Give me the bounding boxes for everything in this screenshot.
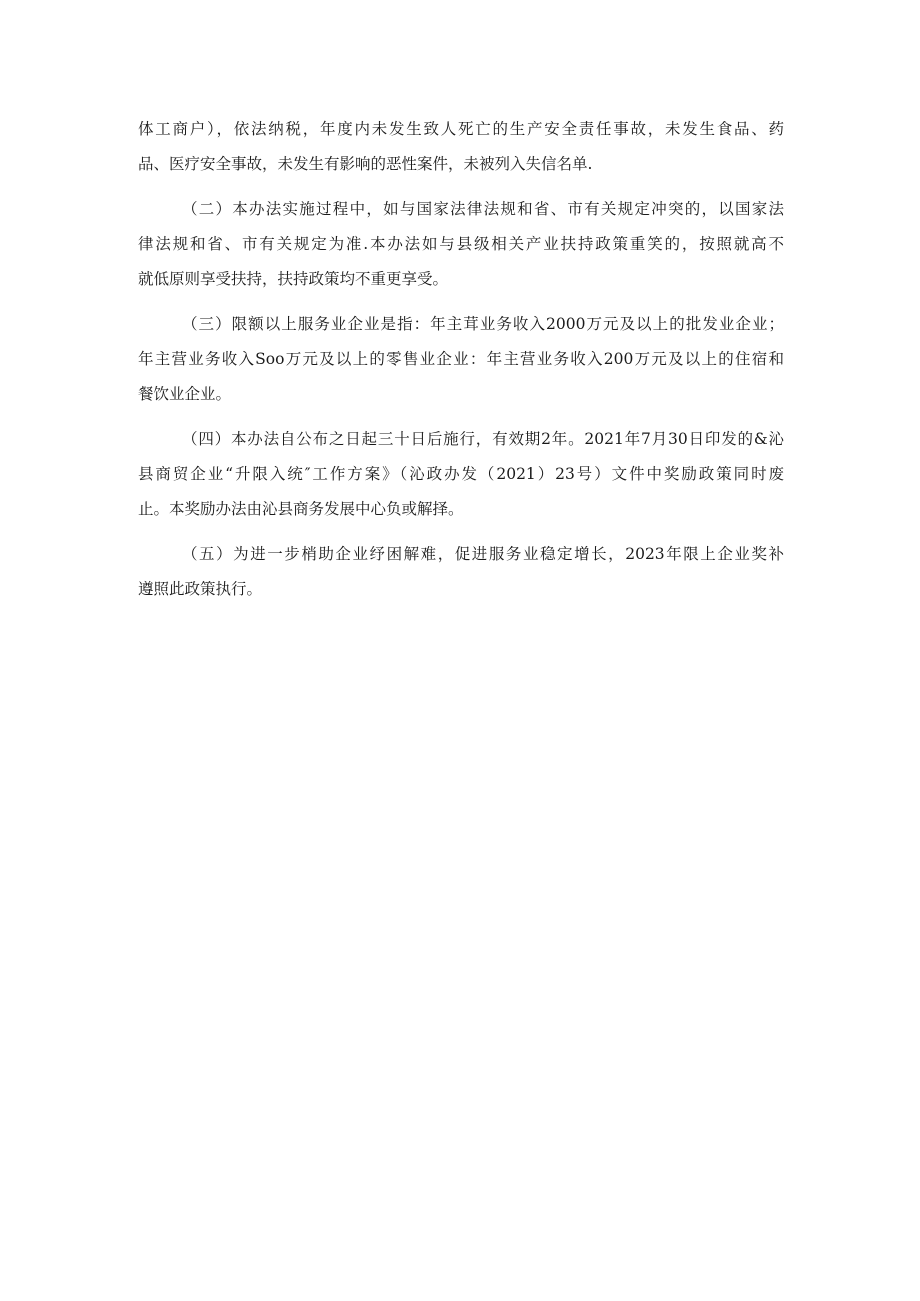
text-line: （四）本办法自公布之日起三十日后施行，有效期2年。2021年7月30日印发的&沁 (182, 430, 784, 448)
paragraph-item-2 (138, 192, 784, 297)
text-line: （五）为进一步梢助企业纾困解难，促进服务业稳定增长，2023年限上企业奖补 (182, 545, 784, 563)
paragraph-item-5 (138, 537, 784, 607)
text-line: 止。本奖励办法由沁县商务发展中心负或解择。 (138, 500, 464, 518)
paragraph-continuation (138, 112, 784, 182)
text-line: 餐饮业企业。 (138, 385, 232, 403)
text-line: （二）本办法实施过程中，如与国家法律法规和省、市有关规定冲突的，以国家法 (182, 200, 784, 218)
document-body (138, 112, 784, 617)
paragraph-item-4 (138, 422, 784, 527)
text-line: 品、医疗安全事故，未发生有影响的恶性案件，未被列入失信名单. (138, 155, 593, 173)
paragraph-item-3 (138, 307, 784, 412)
text-line: 县商贸企业“升限入统″工作方案》（沁政办发（2021）23号）文件中奖励政策同时废 (138, 465, 784, 483)
text-line: 体工商户），依法纳税，年度内未发生致人死亡的生产安全责任事故，未发生食品、药 (138, 120, 784, 138)
text-line: （三）限额以上服务业企业是指：年主茸业务收入2000万元及以上的批发业企业； (182, 315, 784, 333)
text-line: 律法规和省、市有关规定为准.本办法如与县级相关产业扶持政策重笑的，按照就高不 (138, 235, 784, 253)
text-line: 就低原则享受扶持，扶持政策均不重更享受。 (138, 270, 449, 288)
text-line: 遵照此政策执行。 (138, 580, 263, 598)
text-line: 年主营业务收入Soo万元及以上的零售业企业：年主营业务收入200万元及以上的住宿和 (138, 350, 784, 368)
